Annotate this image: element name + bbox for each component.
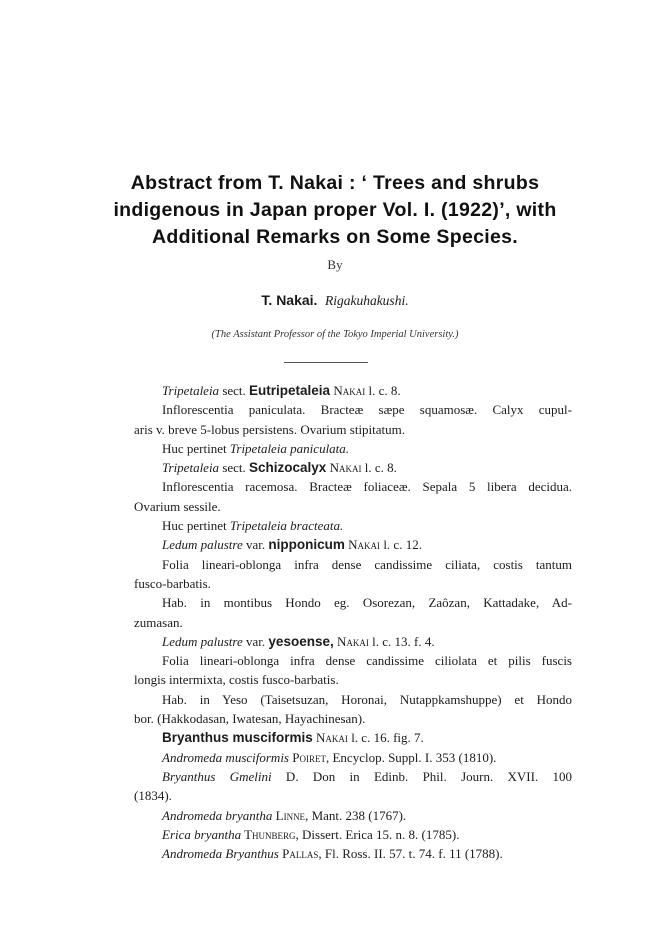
reference: , Fl. Ross. II. 57. t. 74. f. 11 (1788). [318,846,503,862]
text-line [134,516,572,535]
text-prefix: Huc pertinet [162,440,230,456]
synonym-line [134,825,572,844]
author-line [0,292,670,310]
species-name: Ledum palustre [162,633,243,649]
author-affiliation: (The Assistant Professor of the Tokyo Imperial University.) [211,329,459,340]
text-line: aris v. breve 5-lobus persistens. Ovarium stipitatum. [134,421,406,437]
entry-heading [134,632,572,651]
synonym-name: Bryanthus Gmelini [162,768,272,784]
rank-word: sect. [219,383,250,398]
author-citation: Nakai [344,537,381,553]
species-name: Tripetaleia paniculata. [229,440,350,456]
paper-title [80,170,590,251]
reference: , Encyclop. Suppl. I. 353 (1810). [325,749,497,765]
title-line-3: Additional Remarks on Some Species. [152,226,518,248]
author-degree: Rigakuhakushi. [324,293,409,308]
text-line: Folia lineari-oblonga infra dense candissime ciliata, costis tantum [162,556,572,572]
entry-heading [134,728,572,747]
rank-word: sect. [219,460,250,476]
byline: By [327,257,343,272]
reference: l. c. 16. fig. 7. [347,730,424,746]
text-line: (1834). [134,788,172,804]
author-citation: Linne [272,807,306,823]
text-line: Hab. in montibus Hondo eg. Osorezan, Zaôzan, Kattadake, Ad- [162,595,572,611]
taxon-name: Bryanthus musciformis [162,730,313,746]
genus-name: Tripetaleia [162,460,220,476]
taxon-name: Eutripetaleia [249,383,331,398]
author-citation: Pallas [278,846,319,862]
text-line: fusco-barbatis. [134,575,211,591]
reference: l. c. 8. [365,383,401,398]
synonym-line [134,767,572,786]
title-line-2: indigenous in Japan proper Vol. I. (1922)’, with [113,199,557,221]
species-name: Tripetaleia bracteata. [229,518,344,534]
reference: D. Don in Edinb. Phil. Journ. XVII. 100 [271,768,572,784]
title-line-1: Abstract from T. Nakai : ‘ Trees and shrubs [130,172,540,194]
separator-rule [284,362,368,363]
synonym-line [134,844,572,863]
genus-name: Tripetaleia [162,383,220,398]
synonym-line [134,806,572,825]
text-line: longis intermixta, costis fusco-barbatis. [134,672,339,688]
author-name: T. Nakai. [261,292,318,308]
rank-word: var. [242,537,269,553]
rank-word: var. [242,633,269,649]
reference: , Mant. 238 (1767). [305,807,407,823]
reference: l. c. 8. [361,460,397,476]
species-name: Ledum palustre [162,537,243,553]
synonym-line [134,748,572,767]
taxon-name: yesoense, [268,633,334,649]
text-line: Folia lineari-oblonga infra dense candissime ciliolata et pilis fuscis [162,653,572,669]
entry-heading [134,535,572,554]
text-line: bor. (Hakkodasan, Iwatesan, Hayachinesan). [134,711,366,727]
author-citation: Poiret [289,749,326,765]
entry-heading [134,381,572,400]
synonym-name: Erica bryantha [162,826,242,842]
author-citation: Thunberg [241,826,296,842]
text-line: Inflorescentia paniculata. Bracteæ sæpe squamosæ. Calyx cupul- [162,402,572,418]
synonym-name: Andromeda musciformis [162,749,289,765]
text-line [134,439,572,458]
author-citation: Nakai [333,633,369,649]
synonym-name: Andromeda Bryanthus [162,846,279,862]
text-line: Hab. in Yeso (Taisetsuzan, Horonai, Nutappkamshuppe) et Hondo [162,691,572,707]
author-citation: Nakai [326,460,362,476]
text-line: Inflorescentia racemosa. Bracteæ foliaceæ. Sepala 5 libera decidua. [162,479,572,495]
text-prefix: Huc pertinet [162,518,230,534]
reference: l. c. 12. [380,537,422,553]
reference: , Dissert. Erica 15. n. 8. (1785). [295,826,460,842]
author-citation: Nakai [330,383,366,398]
entry-heading [134,458,572,477]
text-line: Ovarium sessile. [134,498,221,514]
body-text [134,381,572,863]
text-line: zumasan. [134,614,183,630]
reference: l. c. 13. f. 4. [368,633,435,649]
author-citation: Nakai [312,730,348,746]
taxon-name: Schizocalyx [249,460,327,476]
taxon-name: nipponicum [268,537,345,553]
synonym-name: Andromeda bryantha [162,807,273,823]
